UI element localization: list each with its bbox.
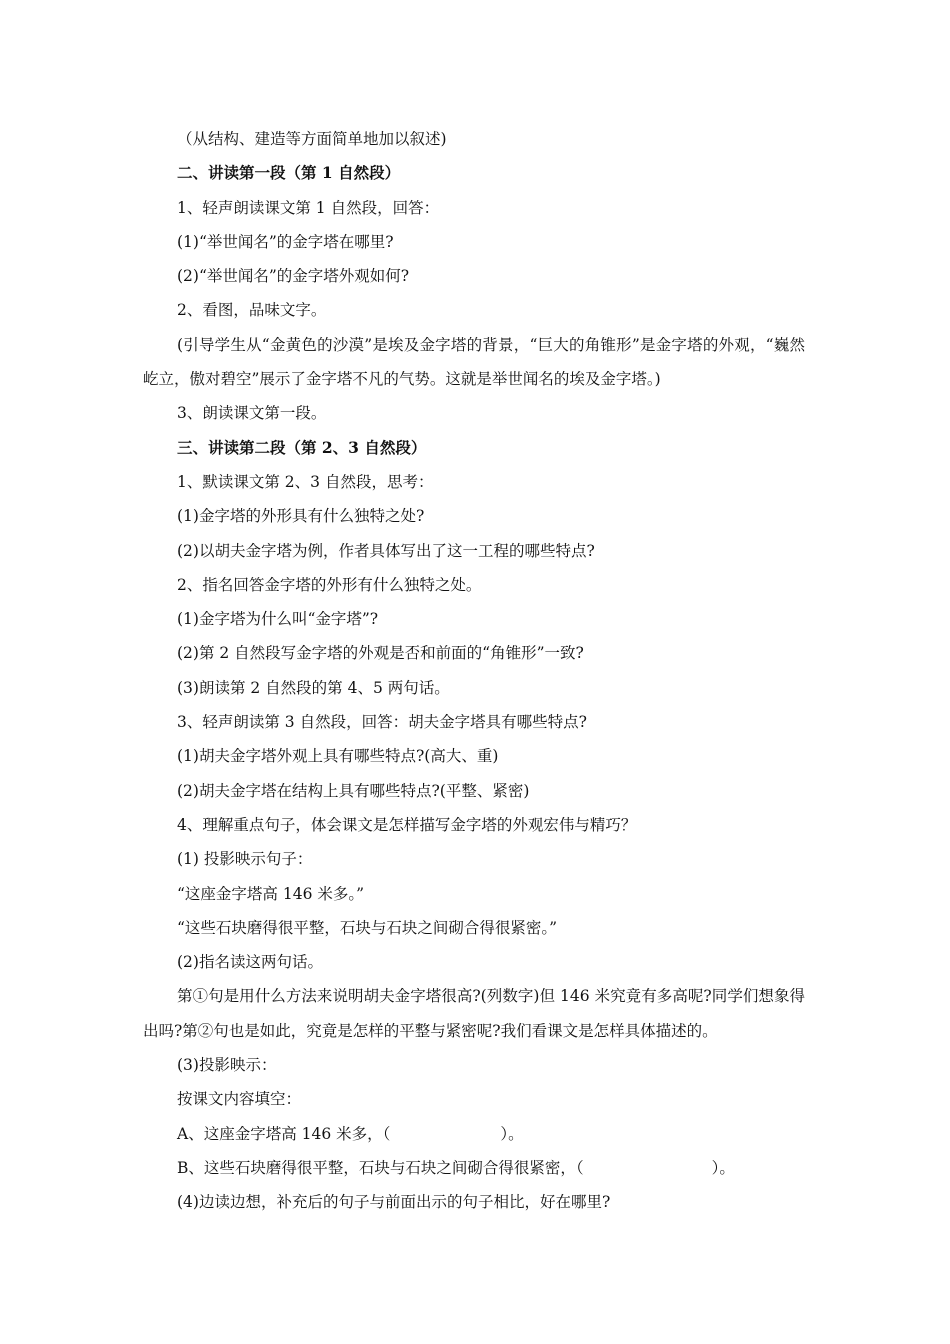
paragraph: (1)金字塔的外形具有什么独特之处? bbox=[177, 507, 425, 526]
paragraph: 3、轻声朗读第 3 自然段，回答：胡夫金字塔具有哪些特点? bbox=[177, 713, 587, 732]
paragraph-guidance: (引导学生从“金黄色的沙漠”是埃及金字塔的背景，“巨大的角锥形”是金字塔的外观，“巍然屹立，傲对碧空”展示了金字塔不凡的气势。这就是举世闻名的埃及金字塔。) bbox=[143, 335, 805, 389]
paragraph: (3)朗读第 2 自然段的第 4、5 两句话。 bbox=[177, 678, 450, 697]
note-text: （从结构、建造等方面简单地加以叙述) bbox=[177, 130, 447, 148]
paragraph: 2、看图，品味文字。 bbox=[177, 301, 327, 320]
fill-blank-a bbox=[143, 1117, 805, 1151]
paragraph: (4)边读边想，补充后的句子与前面出示的句子相比，好在哪里? bbox=[177, 1193, 611, 1212]
fill-blank-b-close: ）。 bbox=[711, 1158, 735, 1177]
fill-blank-b bbox=[143, 1151, 805, 1185]
paragraph: (1)胡夫金字塔外观上具有哪些特点?(高大、重) bbox=[177, 747, 499, 766]
quoted-sentence-1: “这座金字塔高 146 米多。” bbox=[177, 884, 365, 903]
paragraph: (2)第 2 自然段写金字塔的外观是否和前面的“角锥形”一致? bbox=[177, 644, 584, 663]
section-heading-1: 二、讲读第一段（第 1 自然段） bbox=[177, 163, 401, 183]
paragraph: (3)投影映示： bbox=[177, 1056, 277, 1075]
document-body bbox=[143, 122, 805, 1220]
paragraph: 按课文内容填空： bbox=[177, 1090, 302, 1109]
paragraph: 1、默读课文第 2、3 自然段，思考： bbox=[177, 472, 434, 491]
fill-blank-a-close: ）。 bbox=[500, 1124, 524, 1143]
paragraph: (2)以胡夫金字塔为例，作者具体写出了这一工程的哪些特点? bbox=[177, 541, 595, 560]
paragraph: (2)“举世闻名”的金字塔外观如何? bbox=[177, 267, 410, 286]
paragraph: (2)胡夫金字塔在结构上具有哪些特点?(平整、紧密) bbox=[177, 781, 530, 800]
section-heading-2: 三、讲读第二段（第 2、3 自然段） bbox=[177, 437, 427, 457]
paragraph: (1)金字塔为什么叫“金字塔”? bbox=[177, 610, 379, 629]
fill-blank-b-text: B、这些石块磨得很平整，石块与石块之间砌合得很紧密，（ bbox=[177, 1158, 584, 1177]
paragraph: (2)指名读这两句话。 bbox=[177, 953, 323, 972]
paragraph: (1)“举世闻名”的金字塔在哪里? bbox=[177, 232, 394, 251]
quoted-sentence-2: “这些石块磨得很平整，石块与石块之间砌合得很紧密。” bbox=[177, 918, 558, 937]
paragraph: 2、指名回答金字塔的外形有什么独特之处。 bbox=[177, 575, 482, 594]
paragraph: 3、朗读课文第一段。 bbox=[177, 404, 327, 423]
paragraph-analysis: 第①句是用什么方法来说明胡夫金字塔很高?(列数字)但 146 米究竟有多高呢?同学们想象得出吗?第②句也是如此，究竟是怎样的平整与紧密呢?我们看课文是怎样具体描述的。 bbox=[143, 987, 805, 1040]
fill-blank-a-text: A、这座金字塔高 146 米多，（ bbox=[177, 1124, 391, 1143]
paragraph: 4、理解重点句子，体会课文是怎样描写金字塔的外观宏伟与精巧？ bbox=[177, 815, 637, 834]
paragraph: 1、轻声朗读课文第 1 自然段，回答： bbox=[177, 198, 440, 217]
paragraph: (1) 投影映示句子： bbox=[177, 850, 313, 869]
